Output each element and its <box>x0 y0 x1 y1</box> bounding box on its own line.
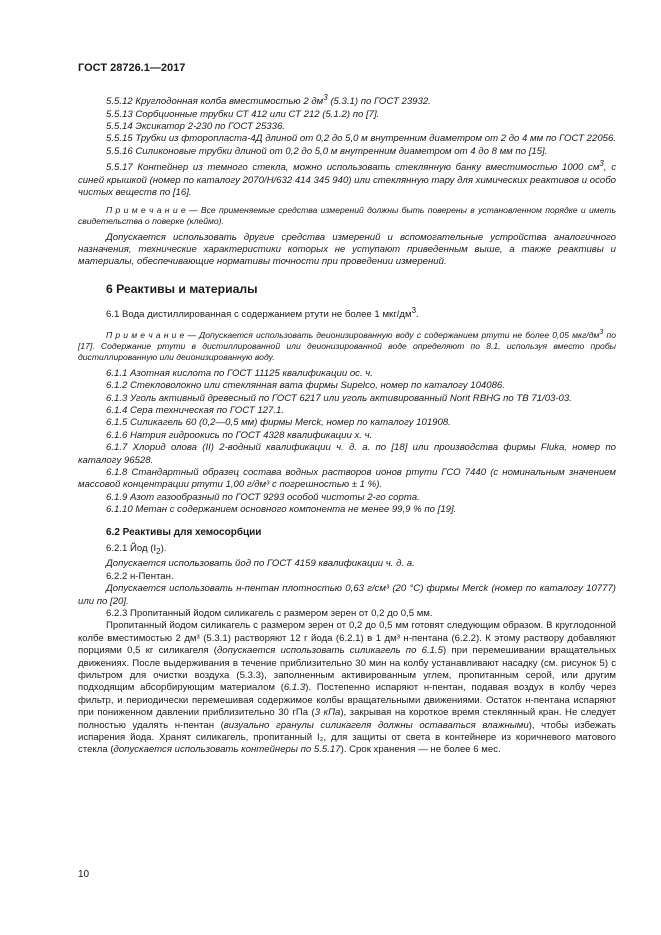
list-item: 6.1.8 Стандартный образец состава водных растворов ионов ртути ГСО 7440 (с номинальным значением массовой концентрации ртути 1,00 г/дм³ с погрешностью ± 1 %). <box>78 466 616 491</box>
list-item: 5.5.15 Трубки из фторопласта-4Д длиной от 0,2 до 5,0 м внутренним диаметром от 2 до 4 мм по ГОСТ 22056. <box>106 133 616 145</box>
page-number: 10 <box>78 869 90 880</box>
list-item: 6.1.1 Азотная кислота по ГОСТ 11125 квалификации ос. ч. <box>106 367 373 379</box>
page-content <box>78 92 616 757</box>
list-item: 6.1.5 Силикагель 60 (0,2—0,5 мм) фирмы Merck, номер по каталогу 101908. <box>106 417 451 429</box>
note: П р и м е ч а н и е — Допускается использовать деионизированную воду с содержанием ртути не более 0,05 мкг/$дм^3$ по [17]. Содержание ртути в дистиллированной или деионизированной воде определяют по 8.1, используя вместо пробы дистиллированную или деионизированную воду. <box>78 327 616 362</box>
paragraph: Пропитанный йодом силикагель с размером зерен от 0,2 до 0,5 мм готовят следующим образом. В круглодонной колбе вместимостью 2 дм³ (5.3.1) растворяют 12 г йода (6.2.1) в 1 дм³ н-пентана (6.2.2). К этому раствору добавляют порциями 0,5 кг силикагеля (допускается использовать силикагель по 6.1.5) при перемешивании вращательных движениях. После выдерживания в течение приблизительно 30 мин на колбу устанавливают насадку (см. рисунок 5) с фильтром для очистки воздуха (5.3.3), заполненным активированным углем, пропитанным серой, или другим подходящим абсорбирующим материалом (6.1.3). Постепенно испаряют н-пентан, подавая воздух в колбу через фильтр, и периодически перемешивая содержимое колбы вращательными движениями. Остаток н-пентана испаряют при пониженном давлении приблизительно 30 гПа (3 кПа), закрывая на короткое время стеклянный кран. Не следует полностью удалять н-пентан (визуально гранулы силикагеля должны оставаться влажными), чтобы избежать испарения йода. Хранят силикагель, пропитанный I₂, для защиты от света в контейнере из коричневого матового стекла (допускается использовать контейнеры по 5.5.17). Срок хранения — не более 6 мес. <box>78 620 616 756</box>
paragraph: Допускается использовать другие средства измерений и вспомогательные устройства аналогичного назначения, технические характеристики которых не уступают приведенным выше, а также реактивы и материалы, обеспечивающие нормативы точности при проведении измерений. <box>78 231 616 268</box>
list-item: 6.1.7 Хлорид олова (II) 2-водный квалификации ч. д. а. по [18] или производства фирмы Fluka, номер по каталогу 96528. <box>78 442 616 466</box>
paragraph: 6.1 Вода дистиллированная с содержанием ртути не более 1 мкг/$дм^3$. <box>106 306 419 321</box>
subsection-title: 6.2 Реактивы для хемосорбции <box>106 526 262 538</box>
list-item: 6.1.2 Стекловолокно или стеклянная вата фирмы Supelco, номер по каталогу 104086. <box>106 380 505 392</box>
list-item: 5.5.13 Сорбционные трубки СТ 412 или СТ 212 (5.1.2) по [7]. <box>106 108 380 120</box>
paragraph: Допускается использовать йод по ГОСТ 4159 квалификации ч. д. а. <box>106 558 415 570</box>
note: П р и м е ч а н и е — Все применяемые средства измерений должны быть поверены в установленном порядке и иметь свидетельства о поверке (клеймо). <box>78 204 616 226</box>
paragraph: 6.2.3 Пропитанный йодом силикагель с размером зерен от 0,2 до 0,5 мм. <box>106 607 433 619</box>
paragraph: Допускается использовать н-пентан плотностью 0,63 г/см³ (20 °С) фирмы Merck (номер по каталогу 10777) или по [20]. <box>78 583 616 607</box>
paragraph: 6.2.2 н-Пентан. <box>106 570 174 582</box>
list-item: 6.1.4 Сера техническая по ГОСТ 127.1. <box>106 404 285 416</box>
list-item: 5.5.17 Контейнер из темного стекла, можно использовать стеклянную банку вместимостью 1000 $см^3$, с синей крышкой (номер по каталогу 2070/Н/632 414 345 940) или стеклянную тару для химических реактивов и особо чистых веществ по [16]. <box>78 159 616 199</box>
section-title: 6 Реактивы и материалы <box>106 281 258 296</box>
list-item: 6.1.10 Метан с содержанием основного компонента не менее 99,9 % по [19]. <box>106 504 457 516</box>
paragraph: 6.2.1 Йод $(I_2)$. <box>106 542 167 556</box>
list-item: 5.5.16 Силиконовые трубки длиной от 0,2 до 5,0 м внутренним диаметром от 4 до 8 мм по [15]. <box>106 145 548 157</box>
list-item: 6.1.6 Натрия гидроокись по ГОСТ 4328 квалификации х. ч. <box>106 429 373 441</box>
list-item: 5.5.12 Круглодонная колба вместимостью 2 $дм^3$ (5.3.1) по ГОСТ 23932. <box>106 93 431 108</box>
document-header: ГОСТ 28726.1—2017 <box>78 62 186 74</box>
list-item: 5.5.14 Эксикатор 2-230 по ГОСТ 25336. <box>106 121 285 132</box>
list-item: 6.1.9 Азот газообразный по ГОСТ 9293 особой чистоты 2-го сорта. <box>106 491 420 503</box>
list-item: 6.1.3 Уголь активный древесный по ГОСТ 6217 или уголь активированный Norit RBHG по ТВ 71/03-03. <box>106 392 572 404</box>
